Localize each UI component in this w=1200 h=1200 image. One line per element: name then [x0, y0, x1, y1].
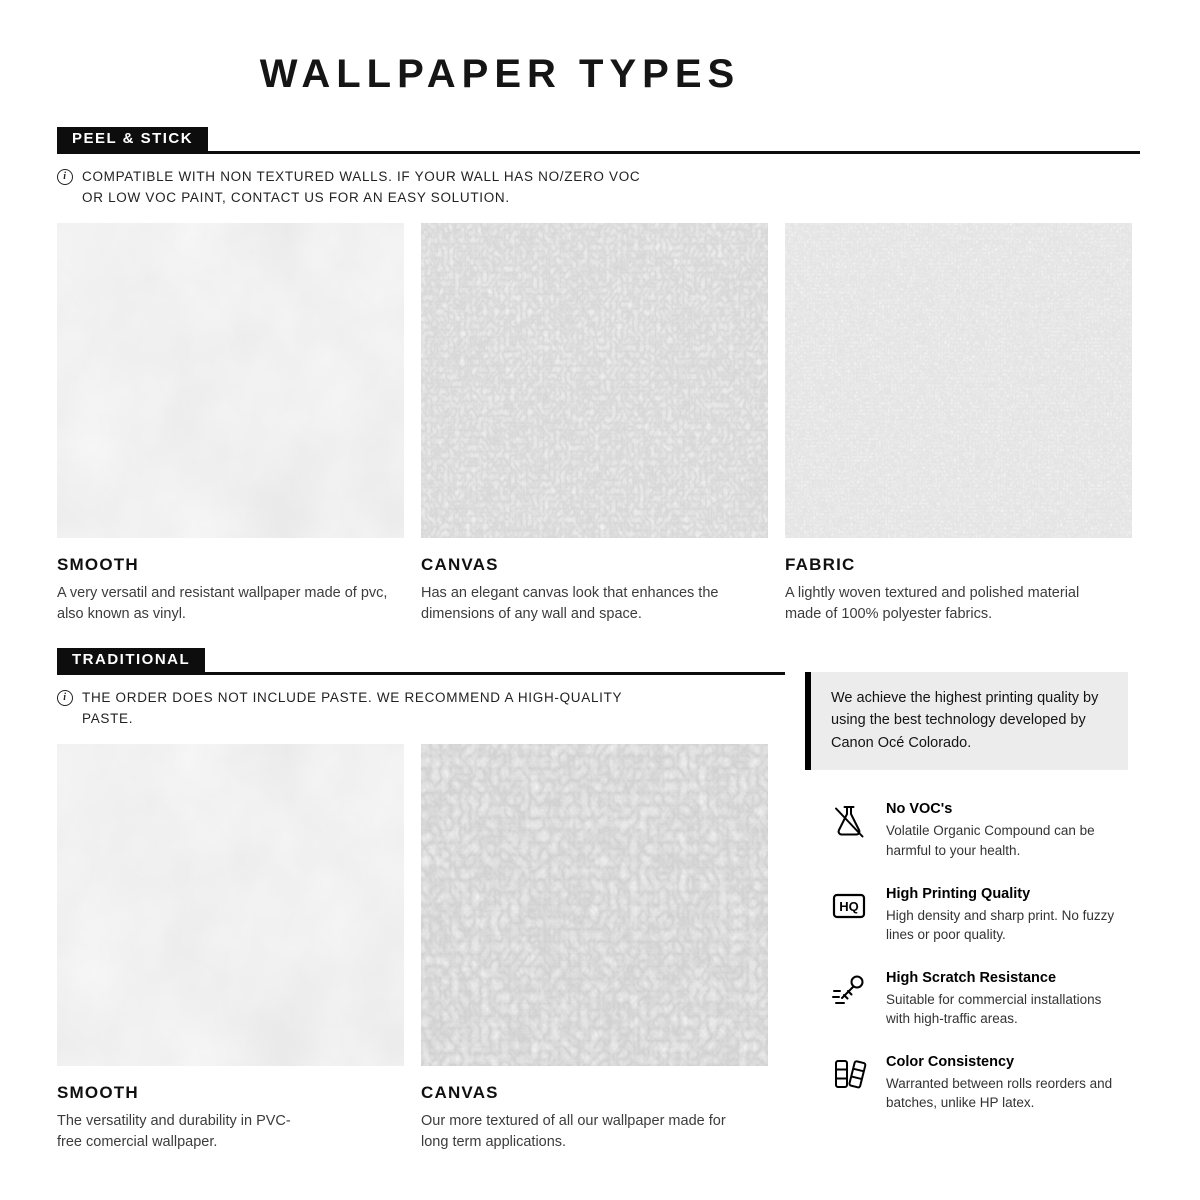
info-icon: i [57, 169, 73, 185]
page-title: WALLPAPER TYPES [259, 52, 741, 96]
swatch-row-traditional [57, 744, 785, 1153]
swatch-description: A lightly woven textured and polished material made of 100% polyester fabrics. [785, 584, 1080, 622]
feature-no-voc [829, 801, 1128, 860]
swatch-name: CANVAS [421, 554, 499, 574]
section-peel-stick [57, 127, 1140, 625]
swatch-image-smooth [57, 223, 404, 538]
feature-description: High density and sharp print. No fuzzy lines or poor quality. [886, 907, 1115, 943]
section-header-traditional [57, 648, 785, 675]
swatch-description: The versatility and durability in PVC-free comercial wallpaper. [57, 1112, 291, 1150]
swatch-image-smooth [57, 744, 404, 1066]
section-label-peel-stick: PEEL & STICK [57, 127, 208, 151]
feature-title: No VOC's [886, 801, 953, 818]
scratch-resistance-icon [829, 970, 869, 1010]
section-label-traditional: TRADITIONAL [57, 648, 205, 672]
swatch-card-canvas [421, 223, 768, 625]
note-traditional [57, 688, 785, 730]
quality-column [805, 672, 1128, 1113]
hq-icon [829, 886, 869, 926]
feature-text [886, 886, 1126, 945]
swatch-image-fabric [785, 223, 1132, 538]
feature-text [886, 970, 1126, 1029]
swatch-description: A very versatil and resistant wallpaper made of pvc, also known as vinyl. [57, 584, 388, 622]
hq-icon-label: HQ [839, 898, 859, 914]
feature-description: Volatile Organic Compound can be harmful to your health. [886, 823, 1095, 858]
swatch-image-canvas [421, 223, 768, 538]
info-icon: i [57, 690, 73, 706]
feature-description: Warranted between rolls reorders and batches, unlike HP latex. [886, 1075, 1113, 1111]
swatch-description: Has an elegant canvas look that enhances the dimensions of any wall and space. [421, 584, 719, 622]
swatch-description: Our more textured of all our wallpaper made for long term applications. [421, 1112, 726, 1150]
no-voc-icon [829, 801, 869, 841]
swatch-name: CANVAS [421, 1082, 499, 1102]
feature-title: Color Consistency [886, 1053, 1015, 1070]
feature-high-printing-quality [829, 886, 1128, 945]
note-peel-stick [57, 167, 1140, 209]
swatch-card-smooth [57, 223, 404, 625]
feature-title: High Printing Quality [886, 885, 1031, 902]
feature-color-consistency [829, 1054, 1128, 1113]
note-text: THE ORDER DOES NOT INCLUDE PASTE. WE RECOMMEND A HIGH-QUALITY PASTE. [82, 690, 623, 726]
section-rule [57, 151, 1140, 154]
feature-description: Suitable for commercial installations with high-traffic areas. [886, 991, 1102, 1027]
quality-statement: We achieve the highest printing quality by using the best technology developed by Canon Océ Colorado. [831, 690, 1099, 751]
swatch-name: SMOOTH [57, 554, 139, 574]
feature-list [805, 801, 1128, 1113]
swatch-name: FABRIC [785, 554, 856, 574]
swatch-image-canvas [421, 744, 768, 1066]
feature-text [886, 801, 1126, 860]
color-swatch-icon [829, 1054, 869, 1094]
section-rule [57, 672, 785, 675]
quality-statement-panel [805, 672, 1128, 770]
section-header-peel-stick [57, 127, 1140, 154]
swatch-card-canvas-traditional [421, 744, 768, 1153]
feature-title: High Scratch Resistance [886, 969, 1057, 986]
swatch-name: SMOOTH [57, 1082, 139, 1102]
swatch-card-fabric [785, 223, 1132, 625]
feature-text [886, 1054, 1126, 1113]
feature-scratch-resistance [829, 970, 1128, 1029]
swatch-row-peel-stick [57, 223, 1140, 625]
swatch-card-smooth-traditional [57, 744, 404, 1153]
section-traditional [57, 648, 785, 1153]
note-text: COMPATIBLE WITH NON TEXTURED WALLS. IF YOUR WALL HAS NO/ZERO VOC OR LOW VOC PAINT, CONTACT US FOR AN EASY SOLUTION. [82, 169, 641, 205]
